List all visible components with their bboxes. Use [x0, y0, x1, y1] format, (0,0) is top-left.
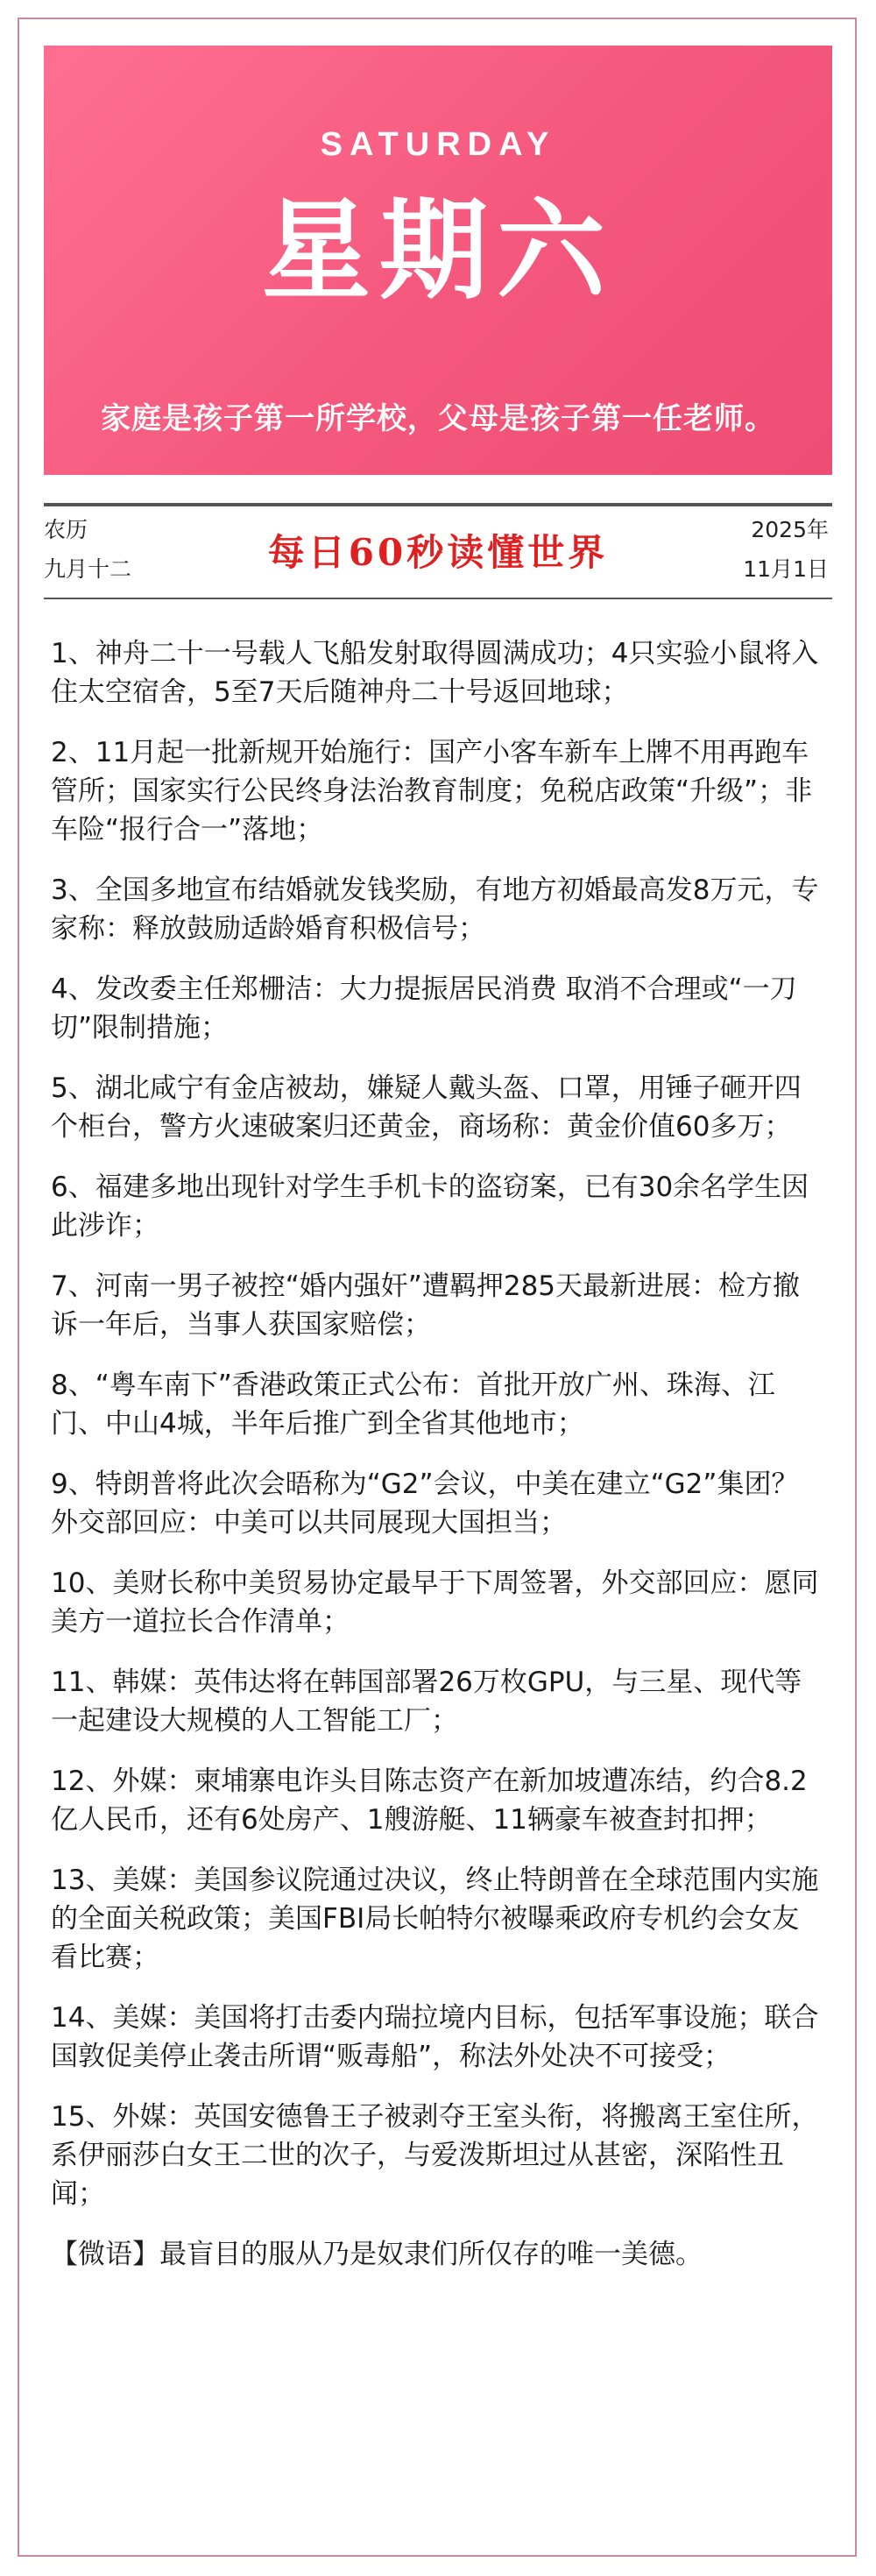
- date-bar-top-rule: [44, 503, 832, 506]
- news-list: [51, 634, 822, 2301]
- lunar-date: 九月十二: [44, 556, 132, 582]
- news-item-6: 6、福建多地出现针对学生手机卡的盗窃案，已有30余名学生因此涉诈；: [51, 1171, 809, 1242]
- news-item-14: 14、美媒：美国将打击委内瑞拉境内目标，包括军事设施；联合国敦促美停止袭击所谓“贩毒船”，称法外处决不可接受；: [51, 2002, 819, 2072]
- news-item-5: 5、湖北咸宁有金店被劫，嫌疑人戴头盔、口罩，用锤子砸开四个柜台，警方火速破案归还黄金，商场称：黄金价值60多万；: [51, 1072, 802, 1143]
- page-title: 每日60秒读懂世界: [267, 531, 609, 574]
- news-item-12: 12、外媒：柬埔寨电诈头目陈志资产在新加坡遭冻结，约合8.2亿人民币，还有6处房产、1艘游艇、11辆豪车被查封扣押；: [51, 1766, 808, 1836]
- news-item-15: 15、外媒：英国安德鲁王子被剥夺王室头衔，将搬离王室住所，系伊丽莎白女王二世的次子，与爱泼斯坦过从甚密，深陷性丑闻；: [51, 2101, 819, 2210]
- news-item-7: 7、河南一男子被控“婚内强奸”遭羁押285天最新进展：检方撤诉一年后，当事人获国家赔偿；: [51, 1270, 801, 1341]
- news-item-4: 4、发改委主任郑栅洁：大力提振居民消费 取消不合理或“一刀切”限制措施；: [51, 973, 797, 1044]
- news-item-11: 11、韩媒：英伟达将在韩国部署26万枚GPU，与三星、现代等一起建设大规模的人工智能工厂；: [51, 1667, 802, 1737]
- date-bar-bottom-rule: [44, 598, 832, 599]
- news-item-13: 13、美媒：美国参议院通过决议，终止特朗普在全球范围内实施的全面关税政策；美国FBI局长帕特尔被曝乘政府专机约会女友看比赛；: [51, 1865, 819, 1973]
- news-item-2: 2、11月起一批新规开始施行：国产小客车新车上牌不用再跑车管所；国家实行公民终身法治教育制度；免税店政策“升级”；非车险“报行合一”落地；: [51, 737, 813, 846]
- news-item-3: 3、全国多地宣布结婚就发钱奖励，有地方初婚最高发8万元，专家称：释放鼓励适龄婚育积极信号；: [51, 874, 819, 945]
- weekday-english: SATURDAY: [320, 126, 556, 163]
- header-banner: [44, 46, 832, 475]
- weekday-chinese: 星期六: [261, 188, 614, 315]
- news-item-1: 1、神舟二十一号载人飞船发射取得圆满成功；4只实验小鼠将入住太空宿舍，5至7天后随神舟二十号返回地球；: [51, 638, 819, 708]
- news-item-8: 8、“粤车南下”香港政策正式公布：首批开放广州、珠海、江门、中山4城，半年后推广到全省其他地市；: [51, 1369, 775, 1440]
- date-label: 11月1日: [743, 556, 829, 582]
- lunar-label: 农历: [44, 517, 88, 542]
- daily-quote: 【微语】最盲目的服从乃是奴隶们所仅存的唯一美德。: [51, 2239, 703, 2270]
- news-item-9: 9、特朗普将此次会晤称为“G2”会议，中美在建立“G2”集团？外交部回应：中美可以共同展现大国担当；: [51, 1468, 799, 1539]
- banner-motto: 家庭是孩子第一所学校，父母是孩子第一任老师。: [101, 401, 775, 436]
- year-label: 2025年: [751, 517, 829, 542]
- news-item-10: 10、美财长称中美贸易协定最早于下周签署，外交部回应：愿同美方一道拉长合作清单；: [51, 1568, 819, 1638]
